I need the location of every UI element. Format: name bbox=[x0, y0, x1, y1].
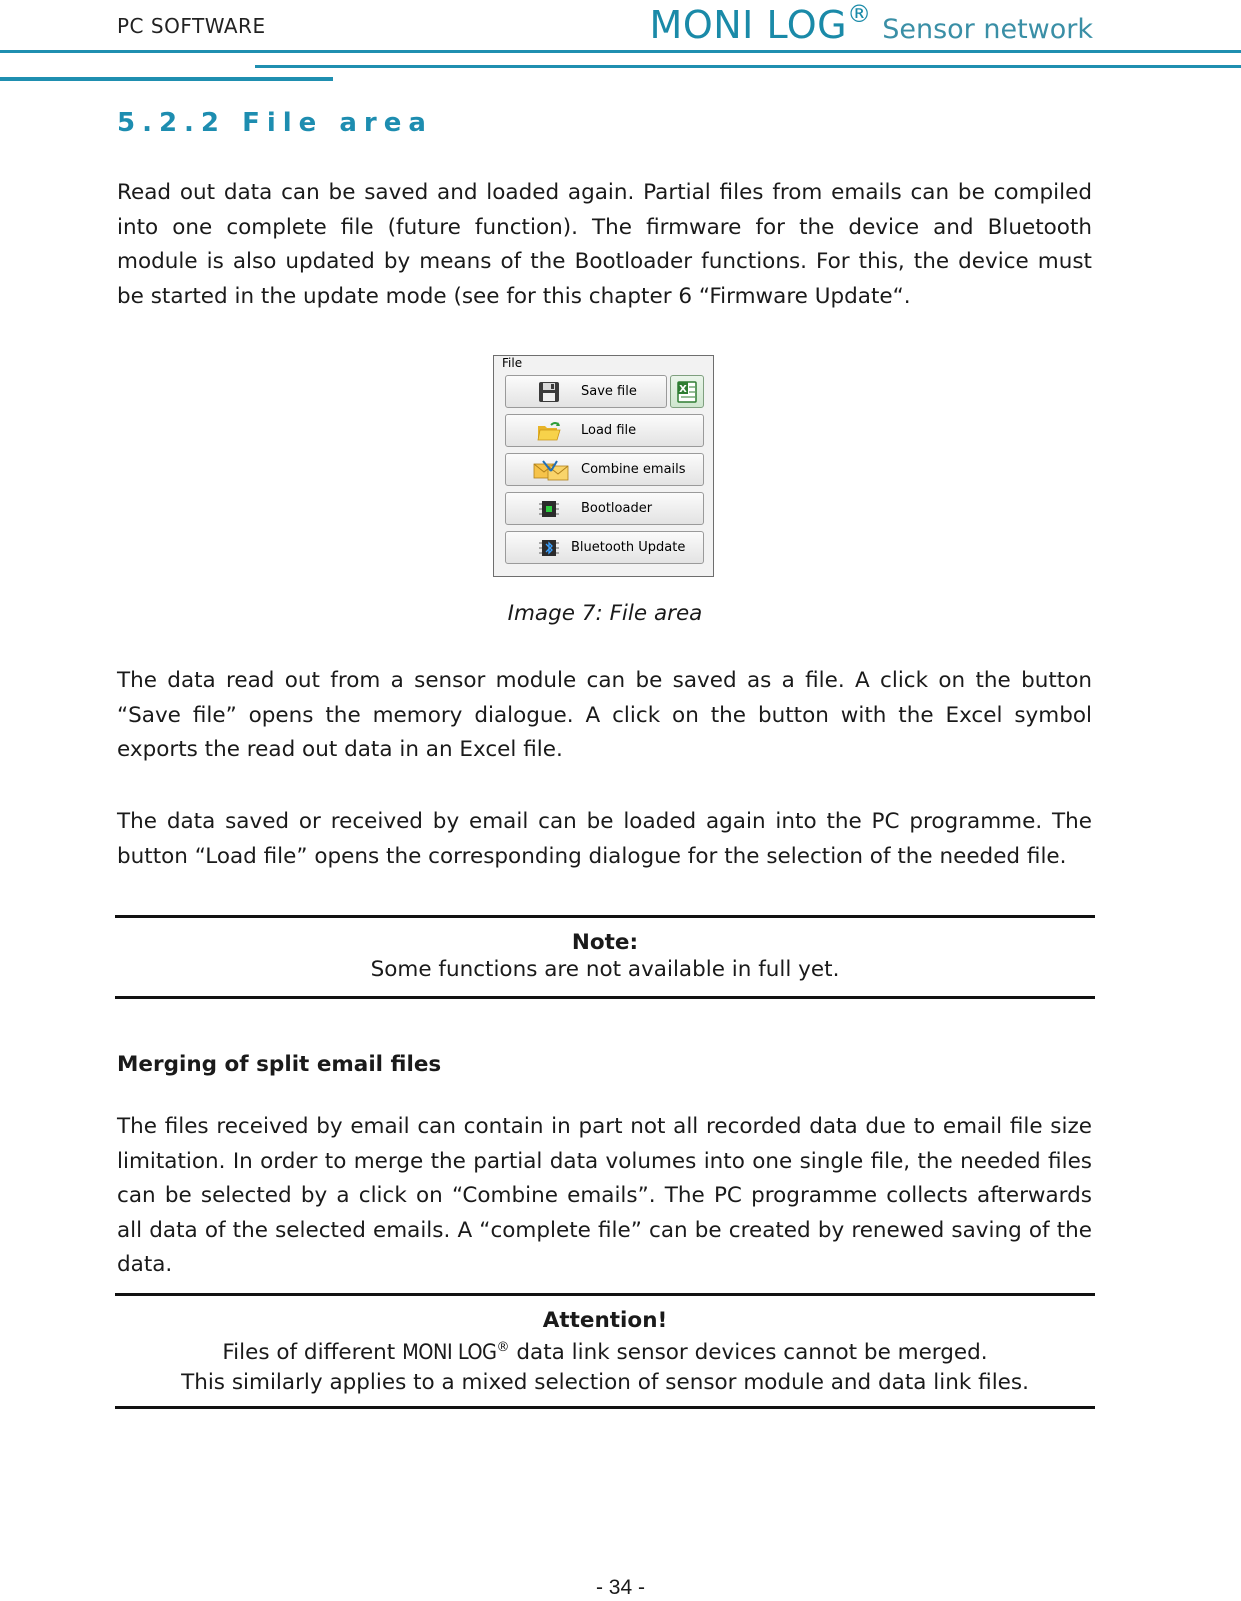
section-title: 5.2.2 File area bbox=[117, 108, 433, 138]
image-caption: Image 7: File area bbox=[507, 601, 703, 626]
note-box bbox=[115, 915, 1095, 999]
chip-icon bbox=[536, 498, 562, 520]
bluetooth-chip-icon bbox=[536, 537, 562, 559]
header-rule-top bbox=[0, 50, 1241, 53]
brand-logo-text: MONI LOG bbox=[649, 3, 848, 47]
merging-subheading: Merging of split email files bbox=[117, 1052, 442, 1077]
save-file-button[interactable] bbox=[505, 375, 667, 408]
attention-line-1-suffix: data link sensor devices cannot be merged. bbox=[516, 1340, 988, 1365]
header-rule-middle bbox=[255, 65, 1241, 68]
note-title: Note: bbox=[571, 930, 639, 955]
file-area-panel bbox=[493, 355, 714, 577]
load-file-button[interactable] bbox=[505, 414, 704, 447]
svg-text:X: X bbox=[679, 384, 687, 395]
attention-box bbox=[115, 1293, 1095, 1409]
bluetooth-update-button[interactable] bbox=[505, 531, 704, 564]
save-file-label: Save file bbox=[581, 384, 637, 399]
floppy-disk-icon bbox=[536, 381, 562, 403]
intro-paragraph: Read out data can be saved and loaded again. Partial files from emails can be compiled into one complete file (future function). The firmware for the device and Bluetooth module is also updated by means of the Bootloader functions. For this, the device must be started in the update mode (see for this chapter 6 “Firmware Update“. bbox=[117, 180, 1092, 309]
brand-registered-mark: ® bbox=[847, 0, 872, 28]
header-section-label: PC SOFTWARE bbox=[117, 14, 266, 38]
excel-export-button[interactable] bbox=[670, 375, 704, 408]
bootloader-button[interactable] bbox=[505, 492, 704, 525]
attention-line-2: This similarly applies to a mixed selection of sensor module and data link files. bbox=[181, 1370, 1029, 1395]
note-text: Some functions are not available in full yet. bbox=[370, 957, 840, 982]
bootloader-label: Bootloader bbox=[581, 501, 653, 516]
combine-emails-icon bbox=[533, 459, 571, 481]
page-number: - 34 - bbox=[595, 1576, 645, 1599]
save-paragraph: The data read out from a sensor module can be saved as a file. A click on the button “Save file” opens the memory dialogue. A click on the button with the Excel symbol exports the read out data in an Excel file. bbox=[117, 668, 1092, 762]
open-folder-icon bbox=[536, 420, 562, 442]
bluetooth-update-label: Bluetooth Update bbox=[571, 540, 686, 555]
attention-brand: MONI LOG bbox=[402, 1340, 497, 1365]
merge-paragraph: The files received by email can contain in part not all recorded data due to email file size limitation. In order to merge the partial data volumes into one single file, the needed files can be selected by a click on “Combine emails”. The PC programme collects afterwards all data of the selected emails. A “complete file” can be created by renewed saving of the data. bbox=[117, 1114, 1092, 1277]
excel-icon bbox=[675, 380, 699, 404]
brand-subtitle: Sensor network bbox=[882, 14, 1093, 45]
combine-emails-label: Combine emails bbox=[581, 462, 686, 477]
attention-line-1-prefix: Files of different bbox=[222, 1340, 396, 1365]
attention-title: Attention! bbox=[542, 1308, 668, 1333]
attention-registered-mark: ® bbox=[496, 1340, 510, 1355]
combine-emails-button[interactable] bbox=[505, 453, 704, 486]
attention-line-1 bbox=[115, 1333, 1095, 1368]
load-paragraph: The data saved or received by email can be loaded again into the PC programme. The button “Load file” opens the corresponding dialogue for the selection of the needed file. bbox=[117, 809, 1092, 869]
header-brand bbox=[650, 0, 1093, 47]
load-file-label: Load file bbox=[581, 423, 637, 438]
file-panel-title: File bbox=[502, 356, 523, 370]
header-rule-bottom bbox=[0, 77, 333, 81]
